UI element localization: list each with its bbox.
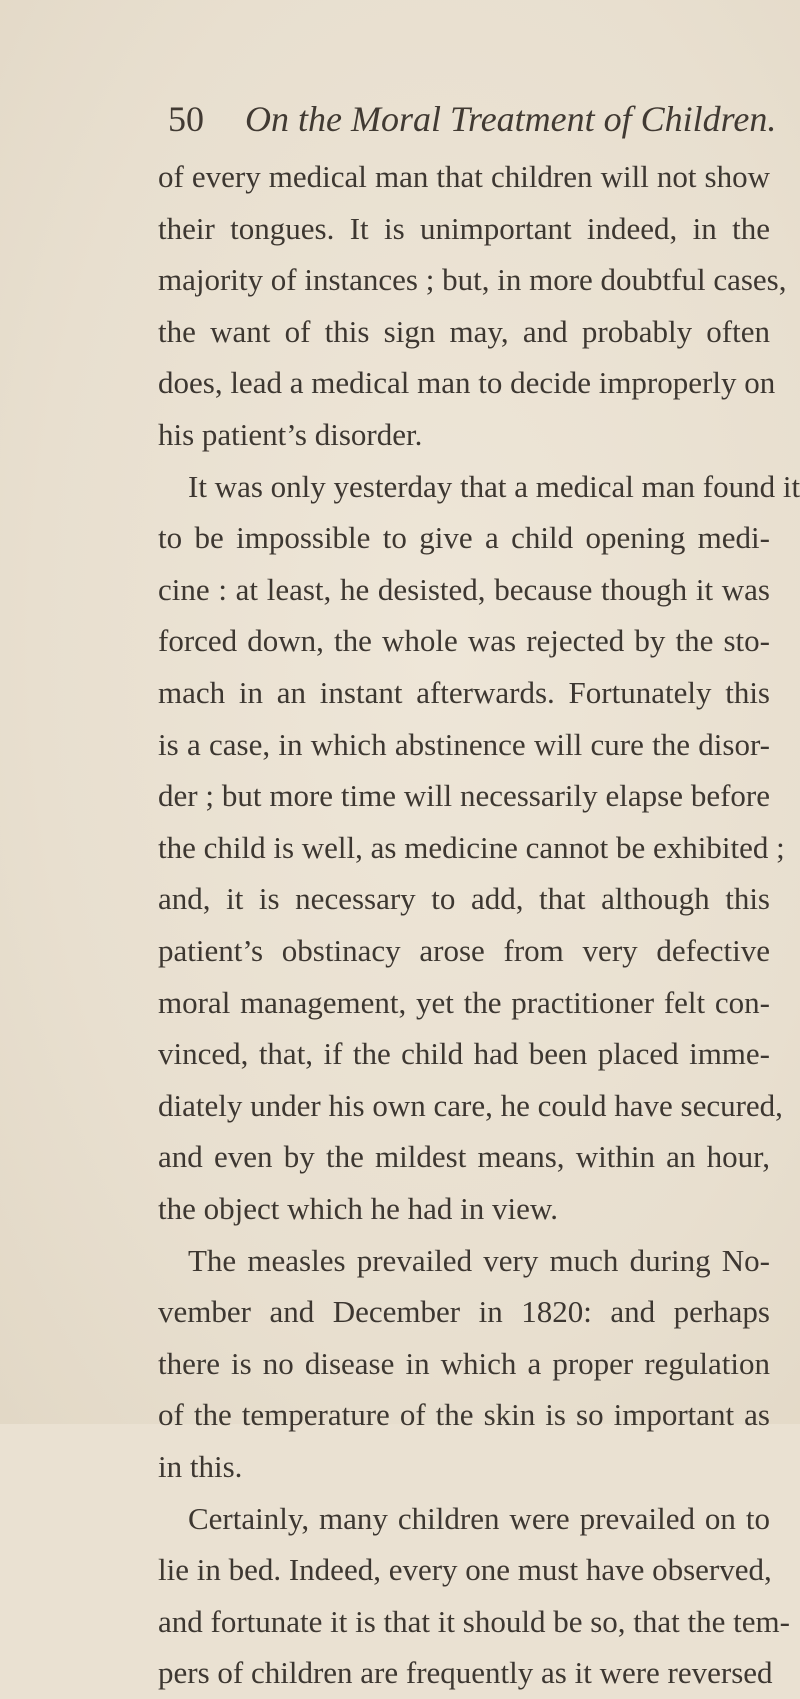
text-line: mach in an instant afterwards. Fortunately this: [158, 675, 770, 710]
text-line: diately under his own care, he could have secured,: [158, 1087, 783, 1123]
text-line: their tongues. It is unimportant indeed, in the: [158, 210, 770, 246]
text-line: and, it is necessary to add, that although this: [158, 881, 770, 917]
text-line: lie in bed. Indeed, every one must have observed,: [158, 1552, 772, 1588]
text-line: moral management, yet the practitioner felt con-: [158, 984, 770, 1020]
text-line: Certainly, many children were prevailed on to: [188, 1500, 770, 1536]
text-line: patient’s obstinacy arose from very defective: [158, 933, 770, 968]
text-line: is a case, in which abstinence will cure the disor-: [158, 726, 770, 762]
running-head: [168, 94, 777, 144]
text-line: there is no disease in which a proper regulation: [158, 1345, 770, 1381]
text-line: der ; but more time will necessarily elapse before: [158, 778, 770, 814]
running-title: On the Moral Treatment of Children.: [245, 99, 777, 139]
text-line: majority of instances ; but, in more doubtful cases,: [158, 262, 787, 298]
text-line: to be impossible to give a child opening medi-: [158, 520, 770, 556]
text-line: pers of children are frequently as it were reversed: [158, 1655, 773, 1691]
page-number: 50: [168, 99, 204, 139]
text-line: and fortunate it is that it should be so, that the tem-: [158, 1603, 790, 1639]
text-line: the child is well, as medicine cannot be exhibited ;: [158, 829, 785, 865]
text-line: in this.: [158, 1449, 243, 1484]
text-line: forced down, the whole was rejected by the sto-: [158, 623, 770, 659]
text-line: vember and December in 1820: and perhaps: [158, 1294, 770, 1330]
text-line: It was only yesterday that a medical man found it: [188, 468, 800, 504]
text-line: and even by the mildest means, within an hour,: [158, 1139, 770, 1175]
text-line: his patient’s disorder.: [158, 417, 423, 452]
text-line: cine : at least, he desisted, because though it was: [158, 571, 770, 607]
text-line: the want of this sign may, and probably often: [158, 313, 770, 349]
text-line: does, lead a medical man to decide improperly on: [158, 365, 776, 401]
text-line: The measles prevailed very much during No-: [188, 1242, 770, 1278]
text-line: of the temperature of the skin is so important as: [158, 1397, 770, 1433]
text-line: of every medical man that children will not show: [158, 159, 770, 194]
text-line: vinced, that, if the child had been placed imme-: [158, 1036, 770, 1072]
text-line: the object which he had in view.: [158, 1191, 559, 1226]
